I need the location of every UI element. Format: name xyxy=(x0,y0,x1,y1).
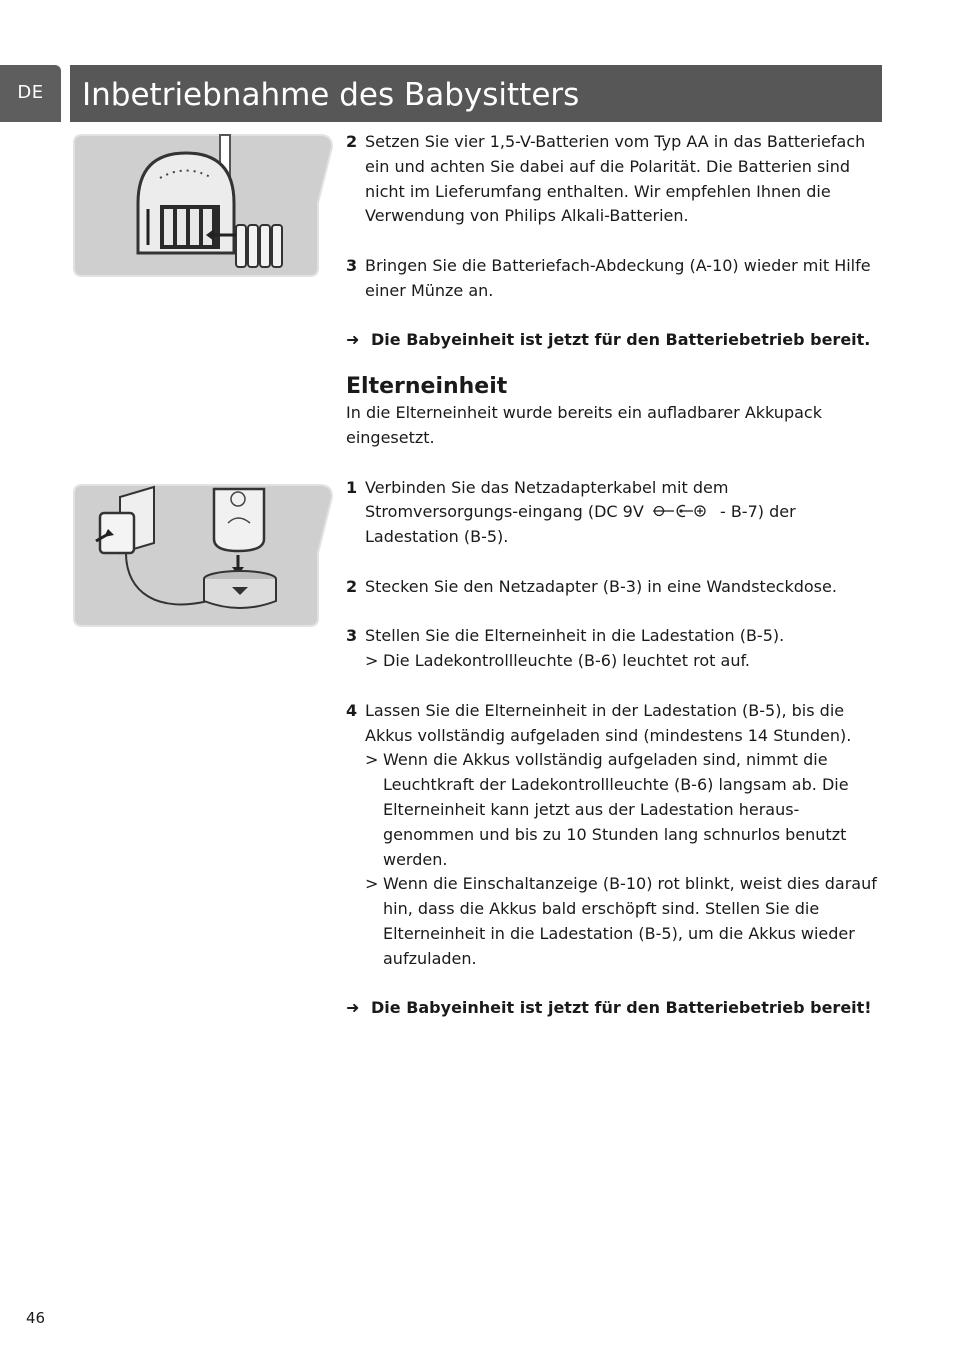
section-heading: Elterneinheit xyxy=(346,374,508,400)
result-text: Wenn die Einschaltanzeige (B-10) rot blinkt, weist dies darauf hin, dass die Akkus bald erschöpft sind. Stellen Sie die Elterneinheit in die Ladestation (B-5), um die Akkus wieder aufzuladen. xyxy=(383,874,877,968)
step-number: 2 xyxy=(346,576,358,596)
step-text: Lassen Sie die Elterneinheit in der Ladestation (B-5), bis die Akkus vollständig aufgeladen sind (mindestens 14 Stunden). xyxy=(365,700,852,745)
result-note-2 xyxy=(346,996,886,1021)
step-text-before: Verbinden Sie das Netzadapterkabel mit dem Stromversorgungs-eingang (DC 9V xyxy=(365,477,729,522)
note-text: Die Babyeinheit ist jetzt für den Batteriebetrieb bereit! xyxy=(371,998,872,1018)
arrow-right-icon: ➜ xyxy=(346,998,360,1018)
step-number: 3 xyxy=(346,626,358,646)
step-text-after: - B-7) der Ladestation (B-5). xyxy=(365,502,796,547)
result-text: Die Ladekontrollleuchte (B-6) leuchtet rot auf. xyxy=(383,651,751,671)
battery-insertion-illustration xyxy=(68,133,334,278)
step-text: Setzen Sie vier 1,5-V-Batterien vom Typ AA in das Batteriefach ein und achten Sie dabei auf die Polarität. Die Batterien sind nicht im Lieferumfang enthalten. Wir empfehlen Ihnen die Verwendung von Philips Alkali-Batterien. xyxy=(365,132,866,226)
page-title-bar xyxy=(70,65,882,122)
step-number: 1 xyxy=(346,477,358,497)
language-tab xyxy=(0,65,61,122)
step-result xyxy=(365,872,886,971)
arrow-right-icon: ➜ xyxy=(346,330,360,350)
dc-polarity-icon xyxy=(651,503,713,519)
result-text: Wenn die Akkus vollständig aufgeladen sind, nimmt die Leuchtkraft der Ladekontrollleuchte (B-6) langsam ab. Die Elterneinheit kann jetzt aus der Ladestation heraus-genommen und bis zu 10 Stunden lang schnurlos benutzt werden. xyxy=(383,750,849,869)
step-3-place-unit xyxy=(346,624,886,674)
language-label: DE xyxy=(17,82,44,103)
step-text: Stellen Sie die Elterneinheit in die Ladestation (B-5). xyxy=(365,626,785,646)
result-marker: > xyxy=(365,874,379,894)
result-marker: > xyxy=(365,750,379,770)
step-2-batteries xyxy=(346,130,886,229)
step-result xyxy=(365,748,886,872)
step-text: Stecken Sie den Netzadapter (B-3) in eine Wandsteckdose. xyxy=(365,576,837,596)
section-intro: In die Elterneinheit wurde bereits ein aufladbarer Akkupack eingesetzt. xyxy=(346,403,822,447)
step-1-connect-adapter xyxy=(346,476,886,550)
step-number: 4 xyxy=(346,700,358,720)
page-number: 46 xyxy=(26,1309,46,1327)
page-title: Inbetriebnahme des Babysitters xyxy=(82,77,580,113)
step-number: 2 xyxy=(346,132,358,151)
note-text: Die Babyeinheit ist jetzt für den Batteriebetrieb bereit. xyxy=(371,330,871,350)
step-4-charge xyxy=(346,699,886,972)
step-result xyxy=(365,649,886,674)
step-3-cover xyxy=(346,254,886,304)
charging-station-illustration xyxy=(68,483,334,628)
instructions xyxy=(346,130,886,1021)
step-number: 3 xyxy=(346,255,358,275)
step-2-wall-socket xyxy=(346,575,886,600)
result-note-1 xyxy=(346,328,886,353)
result-marker: > xyxy=(365,651,379,671)
step-text: Bringen Sie die Batteriefach-Abdeckung (A-10) wieder mit Hilfe einer Münze an. xyxy=(365,255,871,300)
